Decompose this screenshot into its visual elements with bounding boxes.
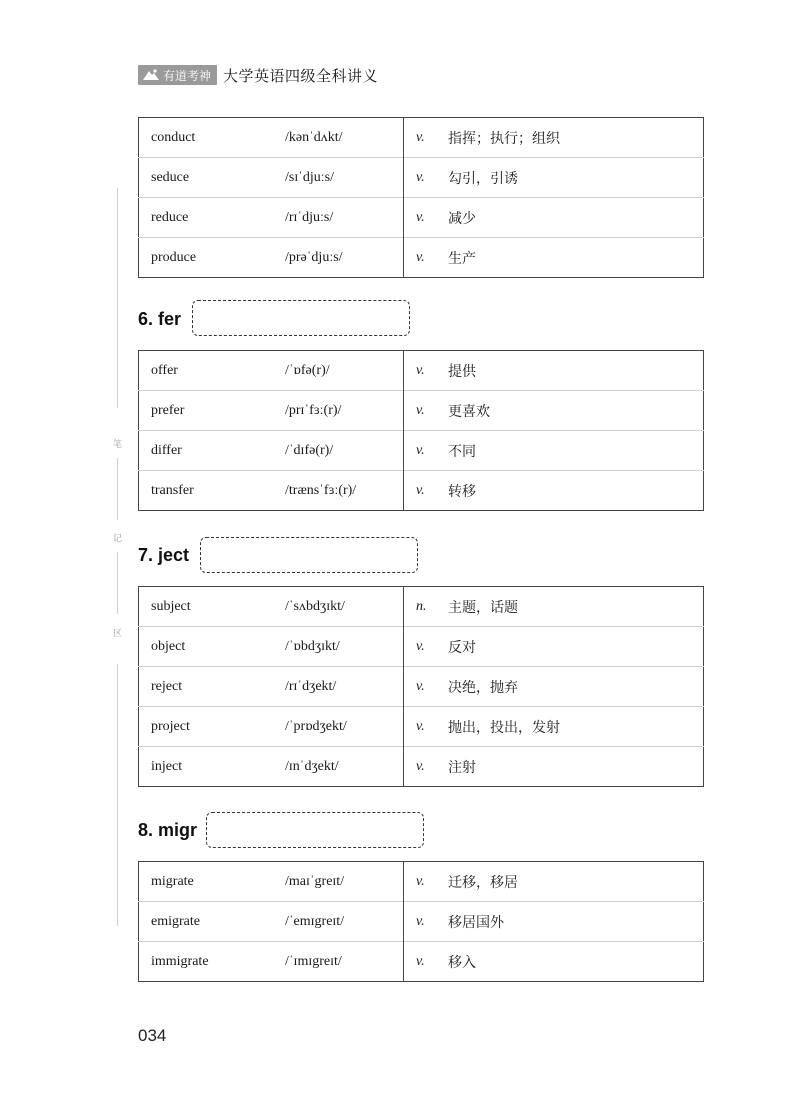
vocab-table	[138, 117, 704, 278]
phonetic-cell: /ˈsʌbdʒɪkt/	[285, 587, 404, 627]
margin-rule	[117, 458, 118, 520]
margin-rule	[117, 552, 118, 614]
phonetic-cell: /sɪˈdjuːs/	[285, 158, 404, 198]
meaning-cell: 勾引，引诱	[448, 158, 704, 198]
meaning-cell: 主题，话题	[448, 599, 518, 616]
fill-in-blank-box[interactable]	[200, 537, 418, 573]
meaning-cell: 移居国外	[448, 902, 704, 942]
phonetic-cell: /ˈɪmɪgreɪt/	[285, 942, 404, 982]
word-cell: transfer	[139, 471, 286, 511]
pos-cell: n.	[416, 598, 427, 614]
pos-cell: v.	[404, 667, 449, 707]
brand-name: 有道考神	[163, 68, 212, 83]
table-row	[139, 627, 704, 667]
pos-cell: v.	[416, 362, 425, 378]
brand-badge	[138, 65, 217, 85]
pos-cell: v.	[404, 747, 449, 787]
phonetic-cell: /ˈprɒdʒekt/	[285, 707, 404, 747]
brand-logo-icon	[142, 68, 160, 82]
table-row	[139, 707, 704, 747]
word-cell: differ	[139, 431, 286, 471]
pos-cell: v.	[416, 129, 425, 145]
word-cell: emigrate	[139, 902, 286, 942]
table-row	[139, 471, 704, 511]
word-cell: seduce	[139, 158, 286, 198]
table-row	[139, 238, 704, 278]
meaning-cell: 更喜欢	[448, 391, 704, 431]
margin-rule	[117, 664, 118, 926]
section-title-ject: 7. ject	[138, 545, 190, 565]
phonetic-cell: /ˈɒfə(r)/	[285, 351, 404, 391]
margin-label: 区	[113, 629, 123, 639]
meaning-cell: 转移	[448, 471, 704, 511]
vocab-table	[138, 586, 704, 787]
phonetic-cell: /prəˈdjuːs/	[285, 238, 404, 278]
pos-cell: v.	[404, 942, 449, 982]
phonetic-cell: /ɪnˈdʒekt/	[285, 747, 404, 787]
phonetic-cell: /maɪˈgreɪt/	[285, 862, 404, 902]
meaning-cell: 不同	[448, 431, 704, 471]
fill-in-blank-box[interactable]	[192, 300, 410, 336]
word-cell: reduce	[139, 198, 286, 238]
margin-label: 记	[113, 534, 123, 544]
word-cell: offer	[151, 362, 178, 378]
word-cell: prefer	[139, 391, 286, 431]
table-row	[139, 391, 704, 431]
meaning-cell: 抛出，投出，发射	[448, 707, 704, 747]
word-cell: immigrate	[139, 942, 286, 982]
pos-cell: v.	[404, 198, 449, 238]
phonetic-cell: /kənˈdʌkt/	[285, 118, 404, 158]
margin-rule	[117, 188, 118, 408]
phonetic-cell: /prɪˈfɜː(r)/	[285, 391, 404, 431]
table-row	[139, 862, 704, 902]
table-row	[139, 198, 704, 238]
pos-cell: v.	[404, 471, 449, 511]
pos-cell: v.	[404, 707, 449, 747]
page-number: 034	[138, 1026, 167, 1045]
pos-cell: v.	[404, 902, 449, 942]
meaning-cell: 注射	[448, 747, 704, 787]
phonetic-cell: /rɪˈdʒekt/	[285, 667, 404, 707]
word-cell: subject	[151, 598, 191, 614]
table-row	[139, 902, 704, 942]
word-cell: project	[139, 707, 286, 747]
phonetic-cell: /ˈemɪgreɪt/	[285, 902, 404, 942]
pos-cell: v.	[404, 431, 449, 471]
section-title-fer: 6. fer	[138, 309, 182, 329]
pos-cell: v.	[404, 627, 449, 667]
meaning-cell: 指挥；执行；组织	[448, 130, 560, 147]
word-cell: produce	[139, 238, 286, 278]
fill-in-blank-box[interactable]	[206, 812, 424, 848]
word-cell: reject	[139, 667, 286, 707]
word-cell: conduct	[151, 129, 196, 145]
table-row	[139, 431, 704, 471]
table-row	[139, 667, 704, 707]
table-row	[139, 587, 704, 627]
word-cell: object	[139, 627, 286, 667]
meaning-cell: 提供	[448, 363, 476, 380]
word-cell: migrate	[151, 873, 194, 889]
table-row	[139, 351, 704, 391]
meaning-cell: 决绝，抛弃	[448, 667, 704, 707]
table-row	[139, 158, 704, 198]
vocab-table	[138, 350, 704, 511]
book-title: 大学英语四级全科讲义	[223, 66, 379, 85]
table-row	[139, 747, 704, 787]
meaning-cell: 生产	[448, 238, 704, 278]
meaning-cell: 反对	[448, 627, 704, 667]
pos-cell: v.	[404, 158, 449, 198]
meaning-cell: 迁移，移居	[448, 874, 518, 891]
table-row	[139, 942, 704, 982]
table-row	[139, 118, 704, 158]
meaning-cell: 减少	[448, 198, 704, 238]
pos-cell: v.	[416, 873, 425, 889]
phonetic-cell: /rɪˈdjuːs/	[285, 198, 404, 238]
phonetic-cell: /trænsˈfɜː(r)/	[285, 471, 404, 511]
section-title-migr: 8. migr	[138, 820, 198, 840]
pos-cell: v.	[404, 238, 449, 278]
phonetic-cell: /ˈɒbdʒɪkt/	[285, 627, 404, 667]
phonetic-cell: /ˈdɪfə(r)/	[285, 431, 404, 471]
vocab-table	[138, 861, 704, 982]
running-header	[138, 64, 378, 86]
margin-label: 笔	[113, 440, 123, 450]
pos-cell: v.	[404, 391, 449, 431]
word-cell: inject	[139, 747, 286, 787]
meaning-cell: 移入	[448, 942, 704, 982]
